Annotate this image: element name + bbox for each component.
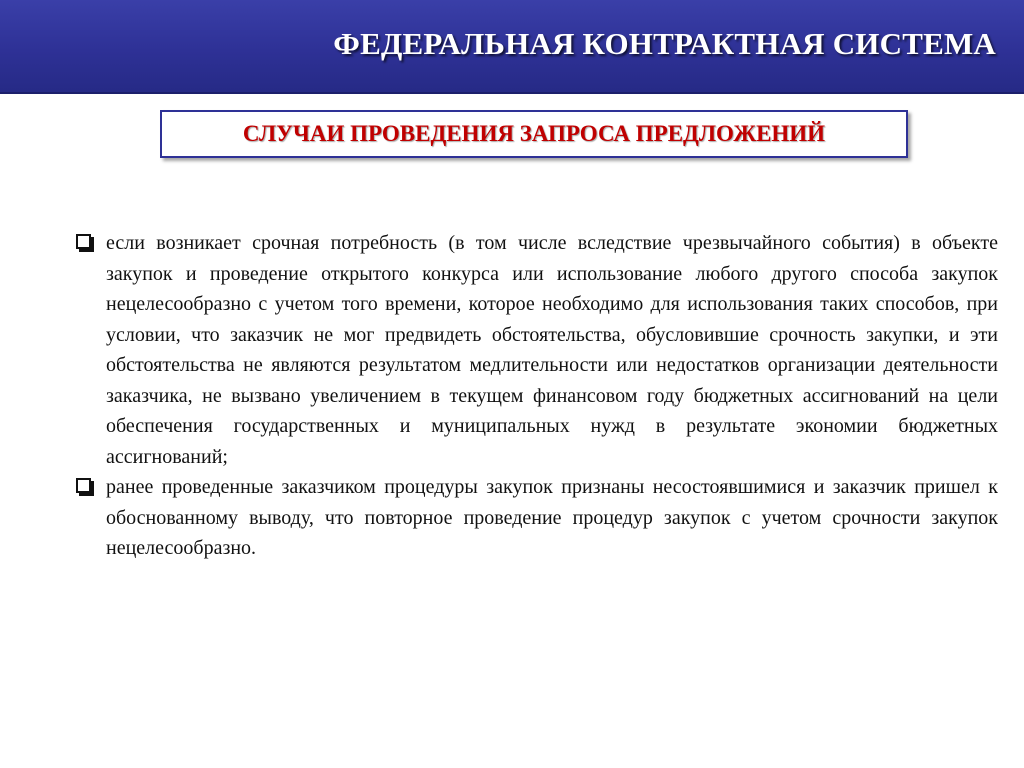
section-subtitle: СЛУЧАИ ПРОВЕДЕНИЯ ЗАПРОСА ПРЕДЛОЖЕНИЙ	[242, 121, 826, 146]
page-title: ФЕДЕРАЛЬНАЯ КОНТРАКТНАЯ СИСТЕМА	[333, 26, 996, 61]
checkbox-square-icon	[76, 478, 91, 493]
checkbox-square-icon	[76, 234, 91, 249]
bullet-list	[76, 228, 998, 564]
list-item-text: если возникает срочная потребность (в том числе вследствие чрезвычайного события) в объекте закупок и проведение открытого конкурса или использование любого другого способа закупок нецелесообразно с учетом того времени, которое необходимо для использования таких способов, при условии, что заказчик не мог предвидеть обстоятельства, обусловившие срочность закупки, и эти обстоятельства не являются результатом медлительности или недостатков организации деятельности заказчика, не вызвано увеличением в текущем финансовом году бюджетных ассигнований на цели обеспечения государственных и муниципальных нужд в результате экономии бюджетных ассигнований;	[106, 232, 998, 468]
header-bar	[0, 0, 1024, 94]
list-item	[76, 228, 998, 472]
list-item	[76, 472, 998, 564]
subtitle-box	[160, 110, 908, 158]
list-item-text: ранее проведенные заказчиком процедуры закупок признаны несостоявшимися и заказчик пришел к обоснованному выводу, что повторное проведение процедур закупок с учетом срочности закупок нецелесообразно.	[106, 476, 998, 559]
content-area	[76, 228, 998, 564]
